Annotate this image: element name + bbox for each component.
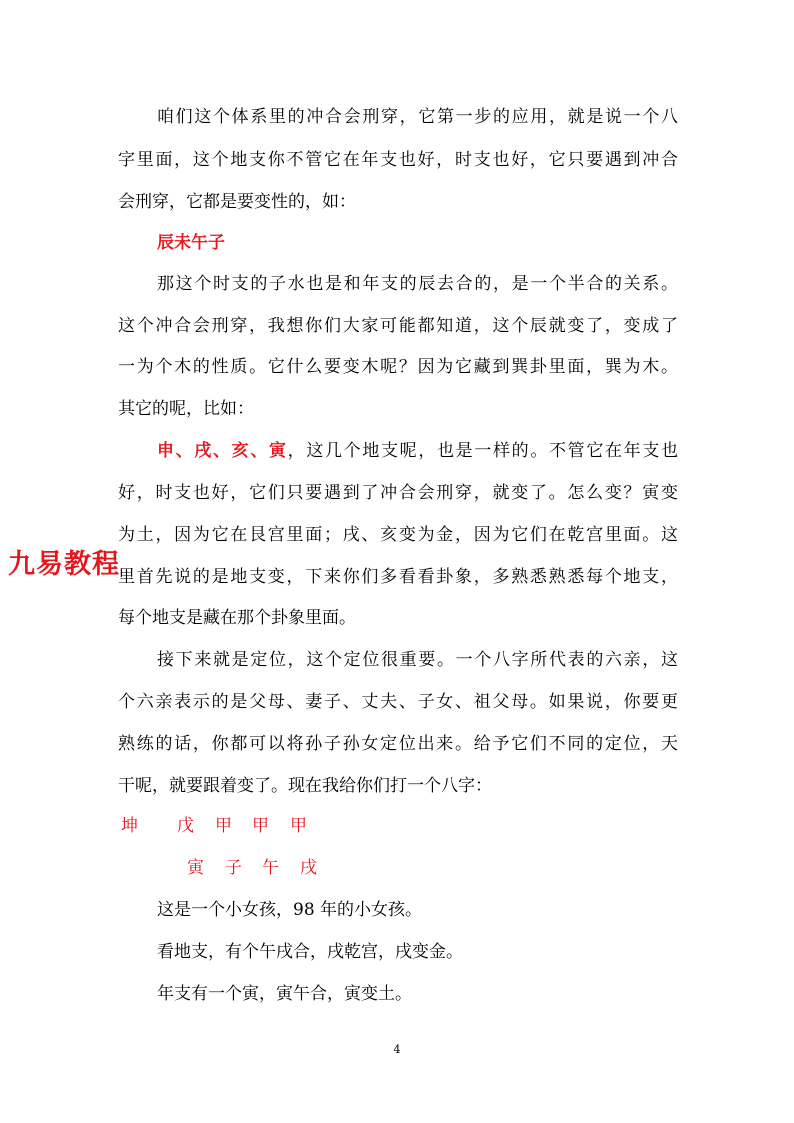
para2-line1: 那这个时支的子水也是和年支的辰去合的，是一个半合的关系。 [157, 274, 678, 294]
bazi-branch-year: 寅 [187, 858, 204, 878]
highlight-branches: 申、戌、亥、寅 [157, 441, 288, 461]
para3-line3: 为土，因为它在艮宫里面；戌、亥变为金，因为它们在乾宫里面。这 [118, 525, 678, 545]
para1-line3: 会刑穿，它都是要变性的，如： [118, 192, 356, 212]
para4-line1: 接下来就是定位，这个定位很重要。一个八字所代表的六亲，这 [157, 650, 678, 670]
page-number: 4 [393, 1043, 401, 1056]
para6: 看地支，有个午戌合，戌乾宫，戌变金。 [157, 942, 463, 962]
para4-line2: 个六亲表示的是父母、妻子、丈夫、子女、祖父母。如果说，你要更 [118, 692, 678, 712]
bazi-stem-day: 甲 [252, 816, 269, 836]
bazi-branch-hour: 戌 [300, 858, 317, 878]
bazi-label: 坤 [121, 816, 138, 836]
para2-line2: 这个冲合会刑穿，我想你们大家可能都知道，这个辰就变了，变成了 [118, 316, 678, 336]
para3-line1-rest: ，这几个地支呢，也是一样的。不管它在年支也 [287, 441, 679, 461]
para4-line4: 干呢，就要跟着变了。现在我给你们打一个八字： [118, 776, 492, 796]
para1-line1: 咱们这个体系里的冲合会刑穿，它第一步的应用，就是说一个八 [157, 107, 678, 127]
para1-line2: 字里面，这个地支你不管它在年支也好，时支也好，它只要遇到冲合 [118, 150, 678, 170]
bazi-stem-hour: 甲 [290, 816, 307, 836]
bazi-stem-year: 戊 [177, 816, 194, 836]
para3-line4: 里首先说的是地支变，下来你们多看看卦象，多熟悉熟悉每个地支， [118, 567, 678, 587]
para4-line3: 熟练的话，你都可以将孙子孙女定位出来。给予它们不同的定位，天 [118, 734, 678, 754]
bazi-branch-day: 午 [262, 858, 279, 878]
bazi-stem-month: 甲 [215, 816, 232, 836]
para7: 年支有一个寅，寅午合，寅变土。 [157, 984, 412, 1004]
para5: 这是一个小女孩，98 年的小女孩。 [157, 900, 423, 920]
para3-line5: 每个地支是藏在那个卦象里面。 [118, 608, 356, 628]
para3-line2: 好，时支也好，它们只要遇到了冲合会刑穿，就变了。怎么变？寅变 [118, 483, 678, 503]
para2-line4: 其它的呢，比如： [118, 399, 254, 419]
para2-line3: 一为个木的性质。它什么要变木呢？因为它藏到巽卦里面，巽为木。 [118, 357, 678, 377]
bazi-branch-month: 子 [225, 858, 242, 878]
example-heading: 辰未午子 [157, 233, 225, 253]
para3-line1 [157, 440, 678, 462]
watermark-logo: 九易教程 [8, 549, 120, 580]
